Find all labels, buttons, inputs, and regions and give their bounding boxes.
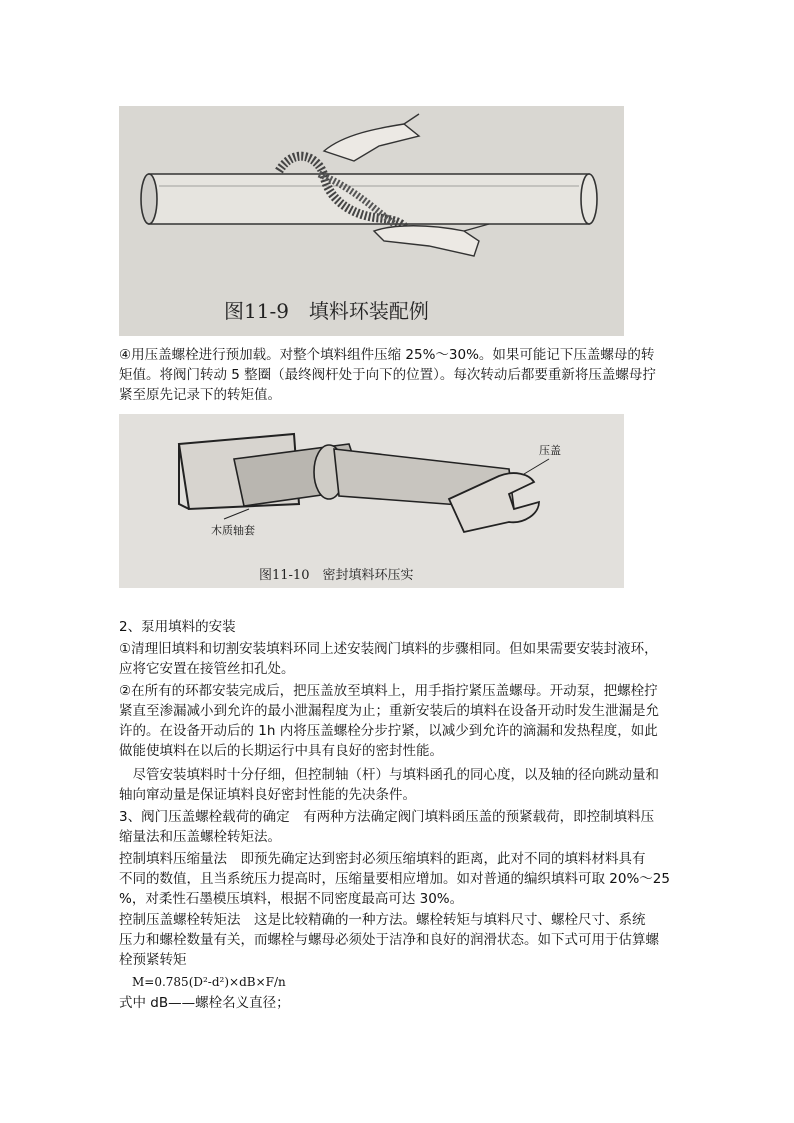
formula-text: M=0.785(D²-d²)×dB×F/n bbox=[132, 975, 286, 989]
text-line: 缩量法和压盖螺栓转矩法。 bbox=[119, 829, 281, 845]
paragraph-s2-note bbox=[119, 765, 689, 805]
torque-formula bbox=[132, 972, 702, 992]
text-line: 式中 dB——螺栓名义直径； bbox=[119, 995, 290, 1011]
text-line: ④用压盖螺栓进行预加载。对整个填料组件压缩 25%～30%。如果可能记下压盖螺母的转 bbox=[119, 347, 655, 363]
text-line: 做能使填料在以后的长期运行中具有良好的密封性能。 bbox=[119, 743, 443, 759]
paragraph-method1 bbox=[119, 849, 689, 909]
text-line: %，对柔性石墨模压填料，根据不同密度最高可达 30%。 bbox=[119, 891, 464, 907]
figure-caption: 图11-9 填料环装配例 bbox=[224, 299, 429, 323]
label-gland: 压盖 bbox=[539, 444, 561, 457]
section-2-title bbox=[119, 617, 689, 637]
heading-text: 2、泵用填料的安装 bbox=[119, 619, 236, 635]
text-line: 许的。在设备开动后的 1h 内将压盖螺栓分步拧紧，以减少到允许的滴漏和发热程度，如此 bbox=[119, 723, 658, 739]
paragraph-section3 bbox=[119, 807, 689, 847]
text-line: 控制压盖螺栓转矩法 这是比较精确的一种方法。螺栓转矩与填料尺寸、螺栓尺寸、系统 bbox=[119, 912, 646, 928]
paragraph-method2 bbox=[119, 910, 689, 970]
paragraph-step4 bbox=[119, 345, 689, 405]
text-line: 不同的数值，且当系统压力提高时，压缩量要相应增加。如对普通的编织填料可取 20%～25 bbox=[119, 871, 670, 887]
paragraph-s2-item1 bbox=[119, 639, 689, 679]
text-line: 控制填料压缩量法 即预先确定达到密封必须压缩填料的距离，此对不同的填料材料具有 bbox=[119, 851, 646, 867]
paragraph-where bbox=[119, 993, 689, 1013]
label-wooden-sleeve: 木质轴套 bbox=[211, 524, 255, 537]
text-line: 3、阀门压盖螺栓载荷的确定 有两种方法确定阀门填料函压盖的预紧载荷，即控制填料压 bbox=[119, 809, 655, 825]
text-line: 紧直至渗漏减小到允许的最小泄漏程度为止；重新安装后的填料在设备开动时发生泄漏是允 bbox=[119, 703, 659, 719]
text-line: 紧至原先记录下的转矩值。 bbox=[119, 387, 281, 403]
text-line: 应将它安置在接管丝扣孔处。 bbox=[119, 661, 295, 677]
figure-caption: 图11-10 密封填料环压实 bbox=[259, 568, 414, 583]
text-line: 压力和螺栓数量有关，而螺栓与螺母必须处于洁净和良好的润滑状态。如下式可用于估算螺 bbox=[119, 932, 659, 948]
text-line: 尽管安装填料时十分仔细，但控制轴（杆）与填料函孔的同心度，以及轴的径向跳动量和 bbox=[119, 767, 659, 783]
text-line: 栓预紧转矩 bbox=[119, 952, 187, 968]
text-line: ②在所有的环都安装完成后，把压盖放至填料上，用手指拧紧压盖螺母。开动泵，把螺栓拧 bbox=[119, 683, 658, 699]
text-line: 矩值。将阀门转动 5 整圈（最终阀杆处于向下的位置）。每次转动后都要重新将压盖螺母拧 bbox=[119, 367, 656, 383]
compression-illustration bbox=[119, 414, 624, 588]
figure-packing-ring-compression bbox=[119, 414, 624, 588]
packing-ring-illustration bbox=[119, 106, 624, 336]
text-line: ①清理旧填料和切割安装填料环同上述安装阀门填料的步骤相同。但如果需要安装封液环， bbox=[119, 641, 658, 657]
text-line: 轴向窜动量是保证填料良好密封性能的先决条件。 bbox=[119, 787, 416, 803]
figure-packing-ring-assembly bbox=[119, 106, 624, 336]
paragraph-s2-item2 bbox=[119, 681, 689, 761]
